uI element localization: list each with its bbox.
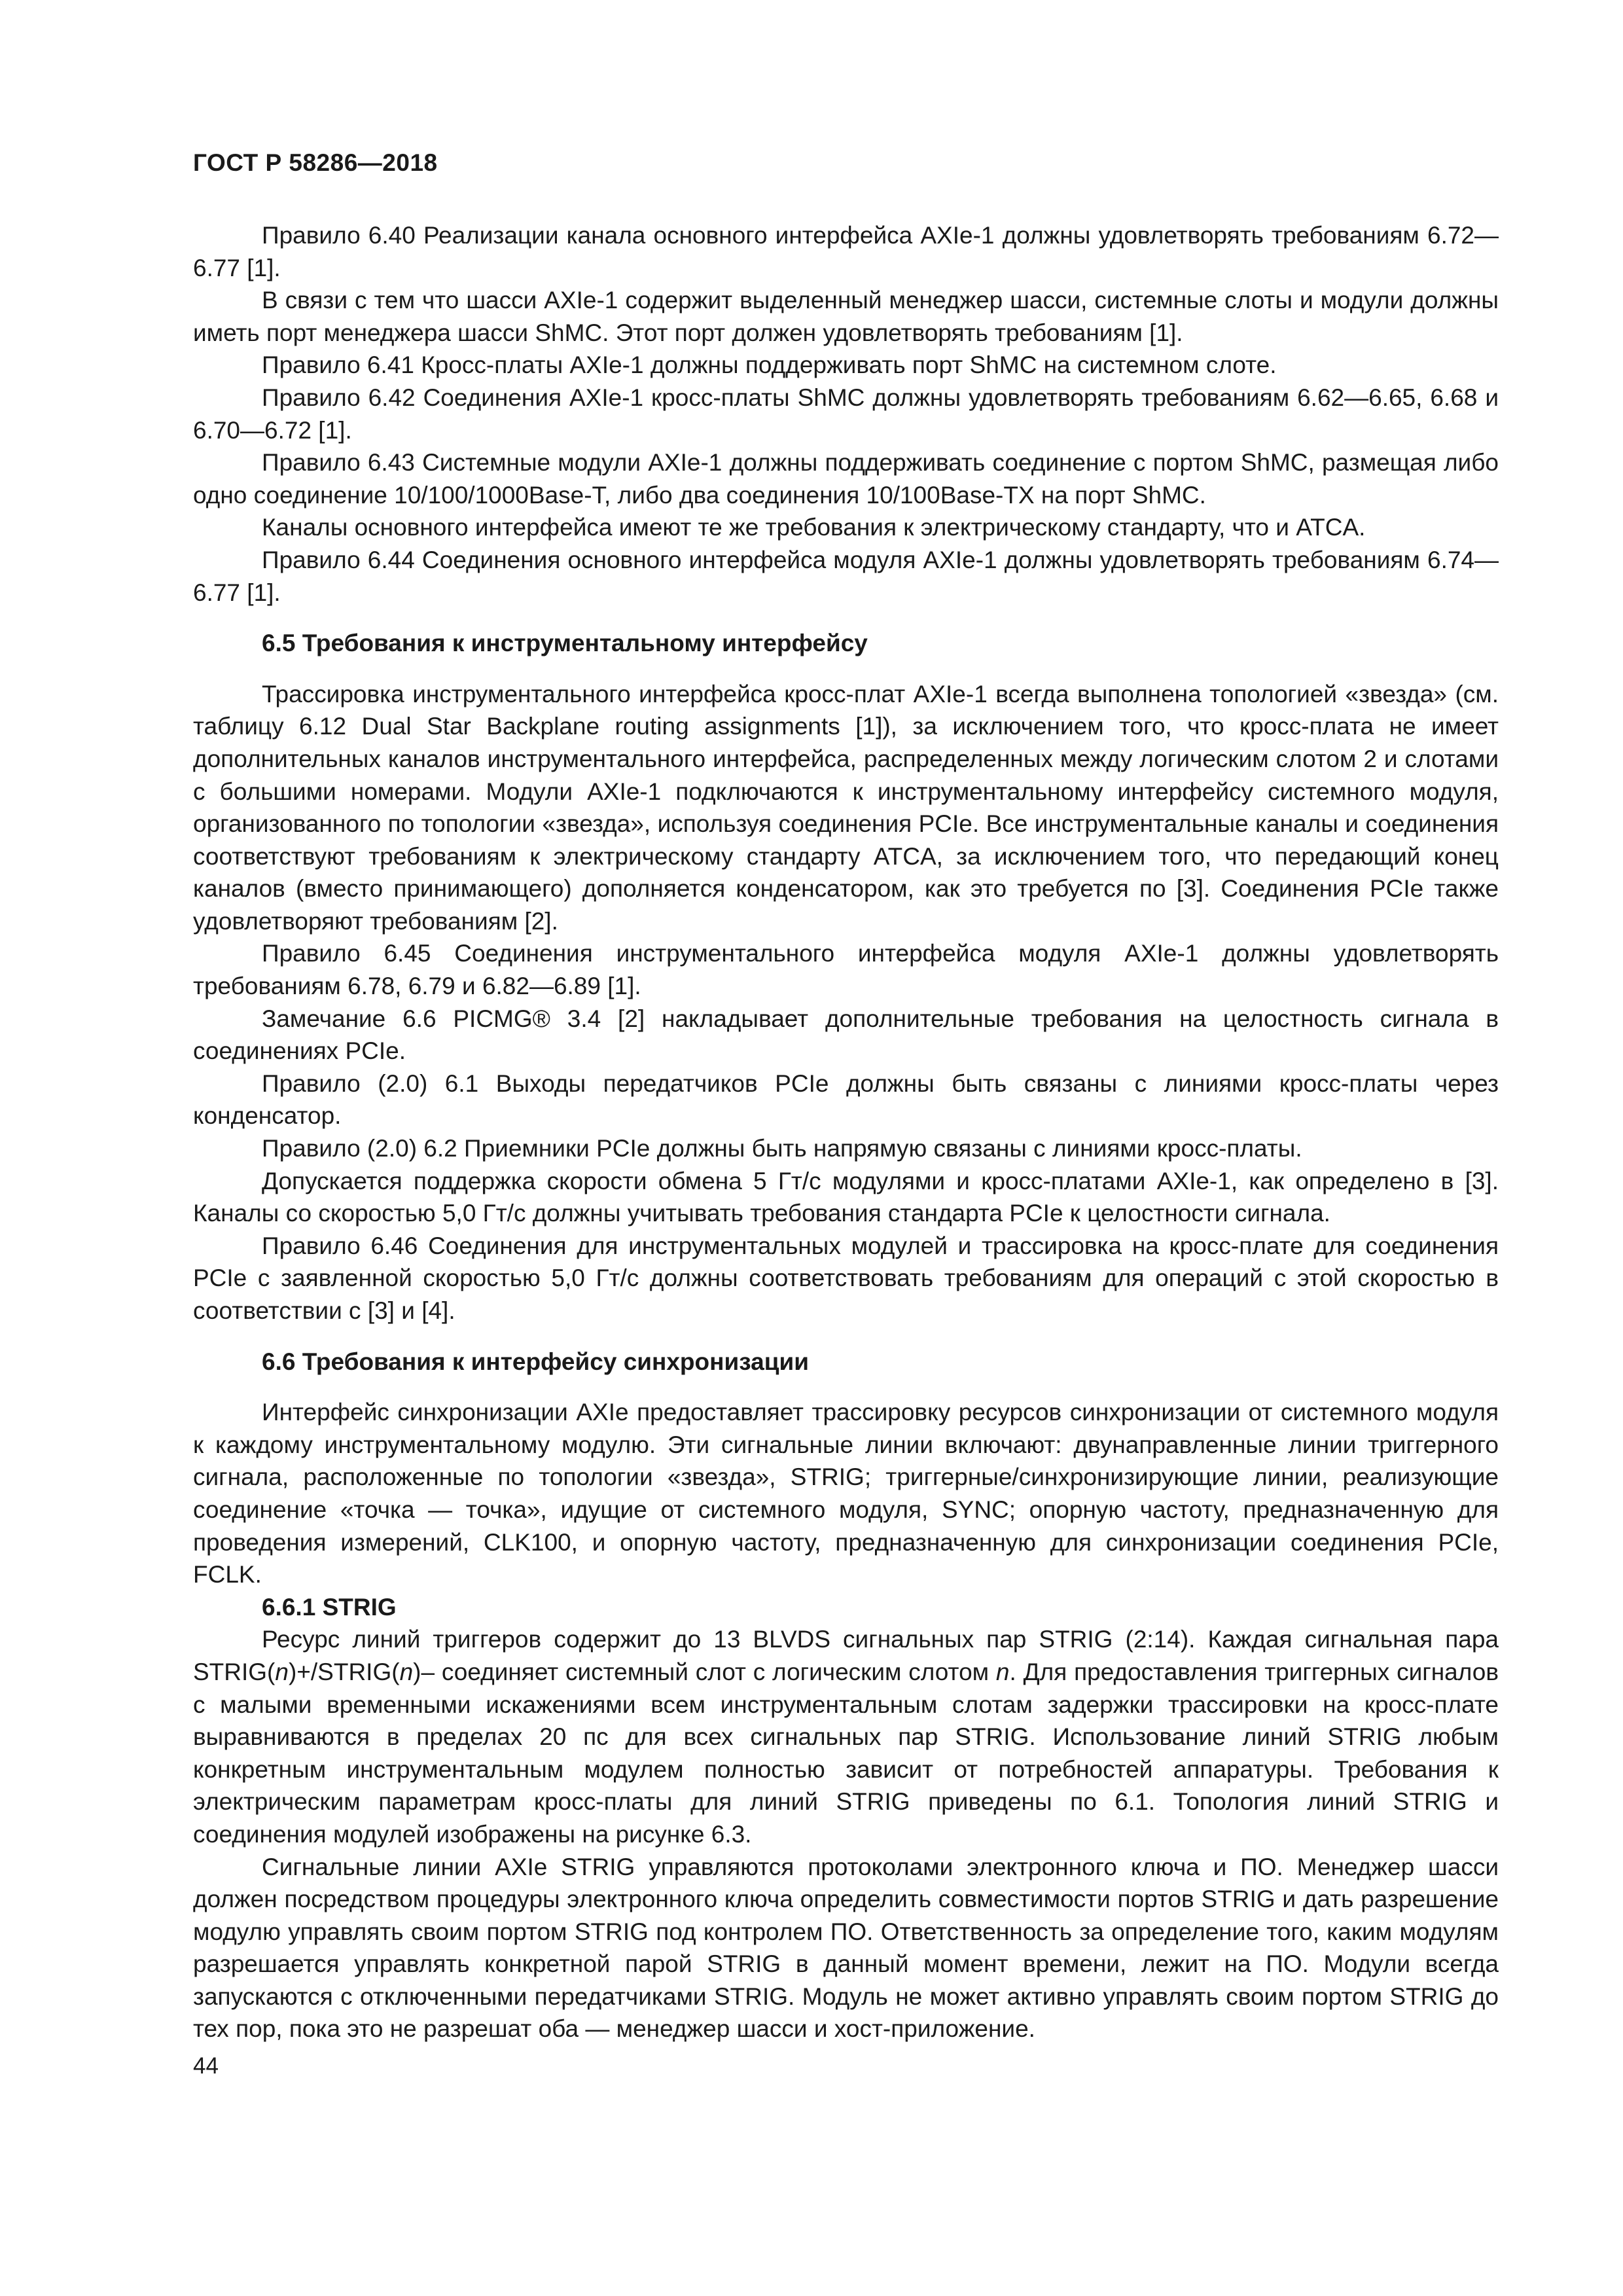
paragraph-rule-2-0-6-1: Правило (2.0) 6.1 Выходы передатчиков PCIe должны быть связаны с линиями кросс-платы через конденсатор. <box>193 1069 1499 1130</box>
italic-n: n <box>275 1658 289 1685</box>
text-run: Ресурс линий триггеров содержит до 13 BLVDS сигнальных пар STRIG (2:14). Каждая сигнальная пара STRIG( <box>193 1626 1499 1685</box>
paragraph-rule-6-45: Правило 6.45 Соединения инструментального интерфейса модуля AXIe-1 должны удовлетворять требованиям 6.78, 6.79 и 6.82—6.89 [1]. <box>193 940 1499 1000</box>
paragraph-rule-6-41: Правило 6.41 Кросс-платы AXIe-1 должны поддерживать порт ShMC на системном слоте. <box>262 351 1277 379</box>
italic-n: n <box>995 1658 1010 1685</box>
subsection-heading-6-6-1: 6.6.1 STRIG <box>262 1593 397 1621</box>
paragraph-base-channels: Каналы основного интерфейса имеют те же требования к электрическому стандарту, что и ATCA. <box>262 514 1366 541</box>
paragraph-strig-resource <box>193 1623 1499 1850</box>
paragraph-rule-6-43: Правило 6.43 Системные модули AXIe-1 должны поддерживать соединение с портом ShMC, размещая либо одно соединение 10/100/1000Base-T, либо два соединения 10/100Base-TX на порт ShMC. <box>193 449 1499 509</box>
italic-n: n <box>399 1658 414 1685</box>
paragraph-rule-6-40: Правило 6.40 Реализации канала основного интерфейса AXIe-1 должны удовлетворять требованиям 6.72—6.77 [1]. <box>193 222 1499 281</box>
text-run: . Для предоставления триггерных сигналов с малыми временными искажениями всем инструментальным слотам задержки трассировки на кросс-плате выравниваются в пределах 20 пс для всех сигнальных пар STRIG. Использование линий STRIG любым конкретным инструментальным модулем полностью зависит от потребностей аппаратуры. Требования к электрическим параметрам кросс-платы для линий STRIG приведены по 6.1. Топология линий STRIG и соединения модулей изображены на рисунке 6.3. <box>193 1658 1499 1848</box>
paragraph-shmc-port: В связи с тем что шасси AXIe-1 содержит выделенный менеджер шасси, системные слоты и модули должны иметь порт менеджера шасси ShMC. Этот порт должен удовлетворять требованиям [1]. <box>193 287 1499 346</box>
paragraph-instrument-routing: Трассировка инструментального интерфейса кросс-плат AXIe-1 всегда выполнена топологией «звезда» (см. таблицу 6.12 Dual Star Backplane routing assignments [1]), за исключением того, что кросс-плата не имеет дополнительных каналов инструментального интерфейса, распределенных между логическим слотом 2 и слотами с большими номерами. Модули AXIe-1 подключаются к инструментальному интерфейсу системного модуля, организованного по топологии «звезда», используя соединения PCIe. Все инструментальные каналы и соединения соответствуют требованиям к электрическому стандарту ATCA, за исключением того, что передающий конец каналов (вместо принимающего) дополняется конденсатором, как это требуется по [3]. Соединения PCIe также удовлетворяют требованиям [2]. <box>193 680 1499 935</box>
paragraph-rule-6-42: Правило 6.42 Соединения AXIe-1 кросс-платы ShMC должны удовлетворять требованиям 6.62—6.65, 6.68 и 6.70—6.72 [1]. <box>193 384 1499 444</box>
document-header: ГОСТ Р 58286—2018 <box>193 149 438 176</box>
page-number: 44 <box>193 2053 219 2079</box>
paragraph-rule-6-44: Правило 6.44 Соединения основного интерфейса модуля AXIe-1 должны удовлетворять требованиям 6.74—6.77 [1]. <box>193 546 1499 606</box>
section-heading-6-6: 6.6 Требования к интерфейсу синхронизации <box>262 1348 809 1375</box>
section-heading-6-5: 6.5 Требования к инструментальному интерфейсу <box>262 630 868 657</box>
paragraph-sync-interface: Интерфейс синхронизации AXIe предоставляет трассировку ресурсов синхронизации от системного модуля к каждому инструментальному модулю. Эти сигнальные линии включают: двунаправленные линии триггерного сигнала, расположенные по топологии «звезда», STRIG; триггерные/синхронизирующие линии, реализующие соединение «точка — точка», идущие от системного модуля, SYNC; опорную частоту, предназначенную для проведения измерений, CLK100, и опорную частоту, предназначенную для синхронизации соединения PCIe, FCLK. <box>193 1399 1499 1588</box>
paragraph-rule-6-46: Правило 6.46 Соединения для инструментальных модулей и трассировка на кросс-плате для соединения PCIe с заявленной скоростью 5,0 Гт/с должны соответствовать требованиям для операций с этой скоростью в соответствии с [3] и [4]. <box>193 1232 1499 1324</box>
paragraph-5gts-support: Допускается поддержка скорости обмена 5 Гт/с модулями и кросс-платами AXIe-1, как определено в [3]. Каналы со скоростью 5,0 Гт/с должны учитывать требования стандарта PCIe к целостности сигнала. <box>193 1167 1499 1227</box>
document-body <box>193 219 1499 2045</box>
paragraph-strig-control: Сигнальные линии AXIe STRIG управляются протоколами электронного ключа и ПО. Менеджер шасси должен посредством процедуры электронного ключа определить совместимости портов STRIG и дать разрешение модулю управлять своим портом STRIG под контролем ПО. Ответственность за определение того, каким модулям разрешается управлять конкретной парой STRIG в данный момент времени, лежит на ПО. Модули всегда запускаются с отключенными передатчиками STRIG. Модуль не может активно управлять своим портом STRIG до тех пор, пока это не разрешат оба — менеджер шасси и хост-приложение. <box>193 1853 1499 2043</box>
text-run: )– соединяет системный слот с логическим слотом <box>413 1658 996 1685</box>
paragraph-note-6-6: Замечание 6.6 PICMG® 3.4 [2] накладывает дополнительные требования на целостность сигнала в соединениях PCIe. <box>193 1005 1499 1065</box>
text-run: )+/STRIG( <box>288 1658 400 1685</box>
paragraph-rule-2-0-6-2: Правило (2.0) 6.2 Приемники PCIe должны быть напрямую связаны с линиями кросс-платы. <box>262 1135 1302 1162</box>
